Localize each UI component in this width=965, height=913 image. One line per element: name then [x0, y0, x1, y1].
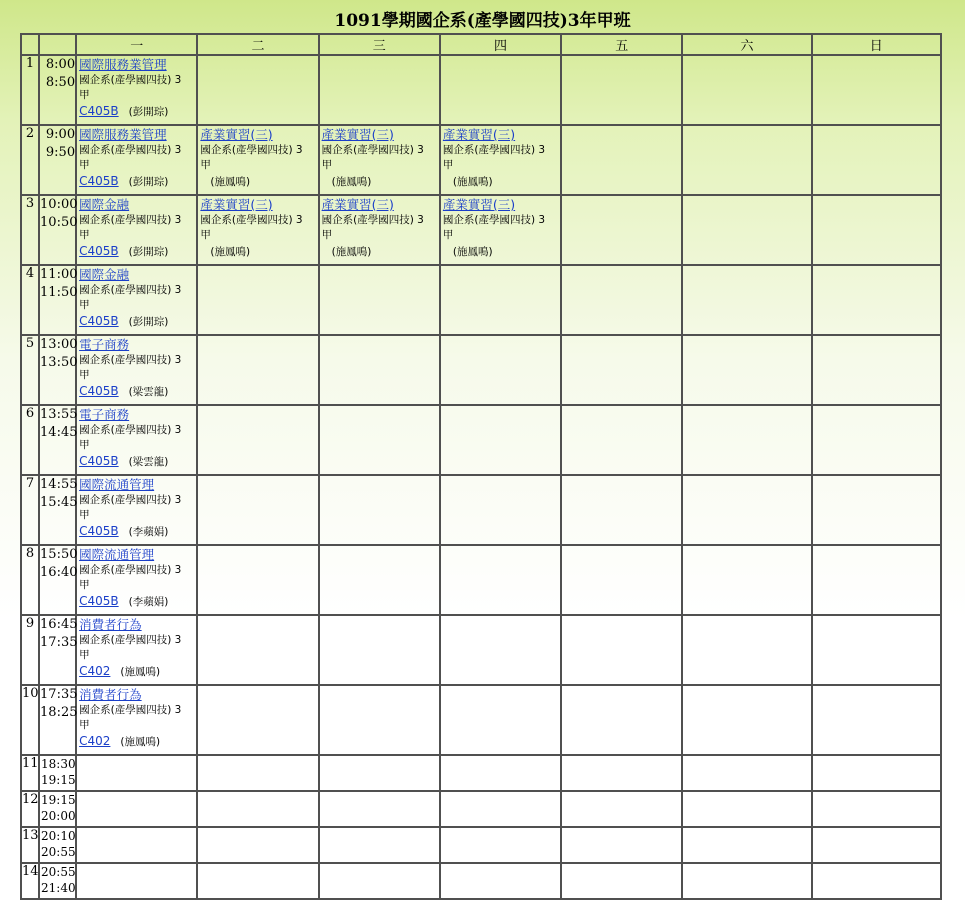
- empty-cell: [319, 475, 440, 545]
- course-cell: [440, 125, 561, 195]
- room-link[interactable]: C402: [79, 664, 111, 678]
- day-header-sun: 日: [812, 34, 941, 55]
- room-link[interactable]: C405B: [79, 244, 119, 258]
- empty-cell: [812, 615, 941, 685]
- empty-cell: [197, 685, 318, 755]
- period-number: 8: [21, 545, 39, 615]
- empty-cell: [440, 863, 561, 899]
- header-row: [21, 34, 941, 55]
- empty-cell: [682, 827, 811, 863]
- period-time: 9:00 9:50: [39, 125, 76, 195]
- course-link[interactable]: 電子商務: [79, 407, 130, 422]
- course-dept: 國企系(產學國四技) 3 甲: [79, 74, 182, 101]
- empty-cell: [812, 475, 941, 545]
- course-link[interactable]: 國際金融: [79, 197, 130, 212]
- empty-cell: [561, 475, 682, 545]
- course-dept: 國企系(產學國四技) 3 甲: [79, 704, 182, 731]
- course-cell: [319, 125, 440, 195]
- course-dept: 國企系(產學國四技) 3 甲: [79, 494, 182, 521]
- day-header-mon: 一: [76, 34, 197, 55]
- empty-cell: [197, 827, 318, 863]
- empty-cell: [682, 755, 811, 791]
- room-link[interactable]: C405B: [79, 104, 119, 118]
- empty-cell: [682, 405, 811, 475]
- empty-cell: [76, 755, 197, 791]
- course-dept: 國企系(產學國四技) 3 甲: [200, 214, 303, 241]
- course-link[interactable]: 產業實習(三): [321, 197, 394, 212]
- corner-cell: [21, 34, 39, 55]
- empty-cell: [812, 685, 941, 755]
- course-dept: 國企系(產學國四技) 3 甲: [79, 144, 182, 171]
- course-link[interactable]: 消費者行為: [79, 687, 142, 702]
- course-link[interactable]: 電子商務: [79, 337, 130, 352]
- empty-cell: [682, 55, 811, 125]
- course-dept: 國企系(產學國四技) 3 甲: [200, 144, 303, 171]
- empty-cell: [682, 615, 811, 685]
- teacher-name: (梁雲龍): [128, 386, 169, 398]
- empty-cell: [319, 863, 440, 899]
- period-number: 4: [21, 265, 39, 335]
- course-cell: [76, 195, 197, 265]
- empty-cell: [319, 791, 440, 827]
- room-link[interactable]: C405B: [79, 524, 119, 538]
- course-cell: [76, 335, 197, 405]
- period-number: 5: [21, 335, 39, 405]
- course-cell: [76, 265, 197, 335]
- period-number: 1: [21, 55, 39, 125]
- teacher-name: (施鳳鳴): [210, 176, 251, 188]
- empty-cell: [319, 827, 440, 863]
- period-row: [21, 265, 941, 335]
- empty-cell: [561, 55, 682, 125]
- teacher-name: (李蘋娟): [128, 596, 169, 608]
- course-dept: 國企系(產學國四技) 3 甲: [79, 424, 182, 451]
- empty-cell: [319, 55, 440, 125]
- period-time: 16:45 17:35: [39, 615, 76, 685]
- course-link[interactable]: 產業實習(三): [442, 127, 516, 142]
- period-row: [21, 791, 941, 827]
- empty-cell: [440, 545, 561, 615]
- empty-cell: [561, 265, 682, 335]
- empty-cell: [197, 405, 318, 475]
- empty-cell: [561, 335, 682, 405]
- empty-cell: [319, 685, 440, 755]
- period-number: 7: [21, 475, 39, 545]
- course-dept: 國企系(產學國四技) 3 甲: [442, 144, 546, 171]
- course-dept: 國企系(產學國四技) 3 甲: [321, 144, 424, 171]
- empty-cell: [561, 545, 682, 615]
- teacher-name: (彭開琮): [128, 246, 169, 258]
- period-time: 13:00 13:50: [39, 335, 76, 405]
- empty-cell: [561, 755, 682, 791]
- empty-cell: [682, 791, 811, 827]
- empty-cell: [561, 615, 682, 685]
- empty-cell: [682, 125, 811, 195]
- course-cell: [197, 195, 318, 265]
- empty-cell: [76, 827, 197, 863]
- period-number: 11: [21, 755, 39, 791]
- empty-cell: [319, 615, 440, 685]
- empty-cell: [682, 545, 811, 615]
- empty-cell: [682, 685, 811, 755]
- course-dept: 國企系(產學國四技) 3 甲: [79, 214, 182, 241]
- day-header-tue: 二: [197, 34, 318, 55]
- period-time: 17:35 18:25: [39, 685, 76, 755]
- course-cell: [76, 615, 197, 685]
- empty-cell: [440, 685, 561, 755]
- course-link[interactable]: 國際流通管理: [79, 477, 155, 492]
- empty-cell: [812, 55, 941, 125]
- room-link[interactable]: C405B: [79, 454, 119, 468]
- course-cell: [197, 125, 318, 195]
- empty-cell: [197, 791, 318, 827]
- period-row: [21, 475, 941, 545]
- empty-cell: [561, 125, 682, 195]
- empty-cell: [76, 863, 197, 899]
- empty-cell: [561, 863, 682, 899]
- course-link[interactable]: 消費者行為: [79, 617, 142, 632]
- period-row: [21, 827, 941, 863]
- empty-cell: [812, 125, 941, 195]
- teacher-name: (彭開琮): [128, 176, 169, 188]
- teacher-name: (施鳳鳴): [210, 246, 251, 258]
- empty-cell: [812, 545, 941, 615]
- course-link[interactable]: 產業實習(三): [200, 197, 273, 212]
- empty-cell: [197, 545, 318, 615]
- period-time: 14:55 15:45: [39, 475, 76, 545]
- empty-cell: [812, 405, 941, 475]
- empty-cell: [319, 545, 440, 615]
- teacher-name: (彭開琮): [128, 106, 169, 118]
- page-title: 1091學期國企系(產學國四技)3年甲班: [334, 11, 631, 31]
- empty-cell: [561, 685, 682, 755]
- course-cell: [76, 55, 197, 125]
- empty-cell: [812, 335, 941, 405]
- empty-cell: [197, 475, 318, 545]
- teacher-name: (李蘋娟): [128, 526, 169, 538]
- course-dept: 國企系(產學國四技) 3 甲: [321, 214, 424, 241]
- empty-cell: [561, 827, 682, 863]
- empty-cell: [812, 755, 941, 791]
- period-number: 6: [21, 405, 39, 475]
- room-link[interactable]: C402: [79, 734, 111, 748]
- day-header-thu: 四: [440, 34, 561, 55]
- period-row: [21, 615, 941, 685]
- period-time: 20:55 21:40: [39, 863, 76, 899]
- period-row: [21, 755, 941, 791]
- empty-cell: [561, 791, 682, 827]
- empty-cell: [440, 335, 561, 405]
- empty-cell: [197, 265, 318, 335]
- period-row: [21, 685, 941, 755]
- teacher-name: (施鳳鳴): [331, 246, 372, 258]
- course-dept: 國企系(產學國四技) 3 甲: [79, 564, 182, 591]
- period-number: 14: [21, 863, 39, 899]
- empty-cell: [812, 265, 941, 335]
- course-link[interactable]: 產業實習(三): [442, 197, 516, 212]
- timetable: [20, 33, 942, 900]
- room-link[interactable]: C405B: [79, 174, 119, 188]
- period-number: 12: [21, 791, 39, 827]
- course-cell: [440, 195, 561, 265]
- room-link[interactable]: C405B: [79, 314, 119, 328]
- empty-cell: [319, 405, 440, 475]
- day-header-wed: 三: [319, 34, 440, 55]
- empty-cell: [440, 827, 561, 863]
- empty-cell: [76, 791, 197, 827]
- empty-cell: [197, 755, 318, 791]
- course-cell: [76, 545, 197, 615]
- teacher-name: (彭開琮): [128, 316, 169, 328]
- course-link[interactable]: 國際服務業管理: [79, 57, 167, 72]
- period-time: 20:10 20:55: [39, 827, 76, 863]
- empty-cell: [440, 55, 561, 125]
- empty-cell: [197, 863, 318, 899]
- empty-cell: [682, 475, 811, 545]
- period-number: 3: [21, 195, 39, 265]
- room-link[interactable]: C405B: [79, 594, 119, 608]
- empty-cell: [440, 791, 561, 827]
- empty-cell: [812, 863, 941, 899]
- empty-cell: [440, 475, 561, 545]
- period-row: [21, 405, 941, 475]
- teacher-name: (梁雲龍): [128, 456, 169, 468]
- course-dept: 國企系(產學國四技) 3 甲: [442, 214, 546, 241]
- period-time: 8:00 8:50: [39, 55, 76, 125]
- teacher-name: (施鳳鳴): [120, 666, 161, 678]
- empty-cell: [197, 615, 318, 685]
- empty-cell: [440, 265, 561, 335]
- course-link[interactable]: 國際金融: [79, 267, 130, 282]
- course-dept: 國企系(產學國四技) 3 甲: [79, 284, 182, 311]
- course-dept: 國企系(產學國四技) 3 甲: [79, 634, 182, 661]
- period-number: 10: [21, 685, 39, 755]
- empty-cell: [197, 335, 318, 405]
- period-row: [21, 545, 941, 615]
- period-number: 13: [21, 827, 39, 863]
- empty-cell: [319, 265, 440, 335]
- day-header-fri: 五: [561, 34, 682, 55]
- period-time: 18:30 19:15: [39, 755, 76, 791]
- teacher-name: (施鳳鳴): [331, 176, 372, 188]
- teacher-name: (施鳳鳴): [452, 246, 493, 258]
- period-time: 15:50 16:40: [39, 545, 76, 615]
- empty-cell: [561, 195, 682, 265]
- teacher-name: (施鳳鳴): [120, 736, 161, 748]
- course-dept: 國企系(產學國四技) 3 甲: [79, 354, 182, 381]
- period-time: 11:00 11:50: [39, 265, 76, 335]
- period-row: [21, 125, 941, 195]
- empty-cell: [197, 55, 318, 125]
- empty-cell: [682, 265, 811, 335]
- empty-cell: [682, 195, 811, 265]
- empty-cell: [812, 827, 941, 863]
- course-link[interactable]: 國際服務業管理: [79, 127, 167, 142]
- period-number: 9: [21, 615, 39, 685]
- room-link[interactable]: C405B: [79, 384, 119, 398]
- course-cell: [319, 195, 440, 265]
- day-header-sat: 六: [682, 34, 811, 55]
- course-cell: [76, 685, 197, 755]
- period-row: [21, 335, 941, 405]
- empty-cell: [812, 791, 941, 827]
- empty-cell: [561, 405, 682, 475]
- period-number: 2: [21, 125, 39, 195]
- period-row: [21, 55, 941, 125]
- empty-cell: [812, 195, 941, 265]
- empty-cell: [440, 755, 561, 791]
- course-link[interactable]: 產業實習(三): [321, 127, 394, 142]
- course-link[interactable]: 國際流通管理: [79, 547, 155, 562]
- empty-cell: [319, 755, 440, 791]
- period-row: [21, 195, 941, 265]
- empty-cell: [682, 335, 811, 405]
- empty-cell: [319, 335, 440, 405]
- course-cell: [76, 475, 197, 545]
- empty-cell: [682, 863, 811, 899]
- teacher-name: (施鳳鳴): [452, 176, 493, 188]
- course-cell: [76, 125, 197, 195]
- course-link[interactable]: 產業實習(三): [200, 127, 273, 142]
- period-time: 13:55 14:45: [39, 405, 76, 475]
- period-time: 10:00 10:50: [39, 195, 76, 265]
- period-time: 19:15 20:00: [39, 791, 76, 827]
- empty-cell: [440, 615, 561, 685]
- period-row: [21, 863, 941, 899]
- course-cell: [76, 405, 197, 475]
- corner-cell: [39, 34, 76, 55]
- empty-cell: [440, 405, 561, 475]
